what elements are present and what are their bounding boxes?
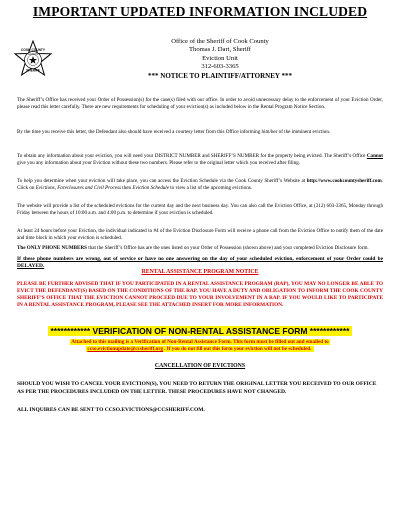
p3-text-a: To obtain any information about your eviction, you will need your DISTRICT NUMBER and SHERIFF’S NUMBER for the property being evicted. The Sheriff’s Office xyxy=(17,153,367,159)
sheriff-name: Thomas J. Dart, Sheriff xyxy=(189,46,251,54)
evictions-nav-path: Evictions, Foreclosures and Civil Process xyxy=(35,184,121,191)
verification-line1: Attached to this mailing is a Verification of Non-Rental Assistance Form. This form must be filled out and emailed to xyxy=(71,339,329,345)
verification-instructions xyxy=(0,339,400,354)
page-title: IMPORTANT UPDATED INFORMATION INCLUDED xyxy=(32,4,368,19)
cannot-emphasis: Cannot xyxy=(366,153,383,159)
verification-line2 xyxy=(86,346,313,352)
seal-bottom-text: SHERIFF xyxy=(26,68,40,73)
p4-text-d: to view a list of the upcoming evictions. xyxy=(168,184,253,191)
unit-name: Eviction Unit xyxy=(202,54,238,62)
p3-text-b: give you any information about your Eviction without these two numbers. Please refer to the original letter which you received after filing. xyxy=(17,159,301,166)
verification-heading: ************ VERIFICATION OF NON-RENTAL ASSISTANCE FORM ************ xyxy=(48,326,352,336)
verification-line2-text: . If you do not fill out this form your eviction will not be scheduled. xyxy=(164,346,312,353)
paragraph-phone-call: At least 24 hours before your Eviction, the individual indicated in #4 of the Eviction Disclosure Form will receive a phone call from the Eviction Office to notify them of the date and time block in which your eviction is scheduled. xyxy=(17,228,383,241)
sheriff-star-seal xyxy=(13,40,53,80)
p4-text-a: To help you determine when your eviction will take place, you can access the Eviction Schedule via the Cook County Sheriff’s Website at xyxy=(17,178,307,184)
p4-text-c: then xyxy=(121,184,133,191)
p4-text-b: . Click on xyxy=(17,178,383,191)
rental-notice-heading: RENTAL ASSISTANCE PROGRAM NOTICE xyxy=(141,269,259,275)
eviction-schedule-nav: Eviction Schedule xyxy=(132,184,169,191)
cancellation-body: SHOULD YOU WISH TO CANCEL YOUR EVICTION(S), YOU NEED TO RETURN THE ORIGINAL LETTER YOU RECEIVED TO OUR OFFICE AS PER THE PROCEDURES INCLUDED ON THE LETTER. THESE PROCEDURES HAVE NOT CHANGED. xyxy=(17,381,377,395)
only-phone-numbers-emphasis: The ONLY PHONE NUMBERS xyxy=(17,245,87,251)
paragraph-delay-warning: If these phone numbers are wrong, out of service or have no one answering on the day of your scheduled eviction, enforcement of your Order could be DELAYED. xyxy=(17,256,383,269)
office-phone: 312-603-3365 xyxy=(201,63,239,71)
inquiries-line: ALL INQUIRES CAN BE SENT TO CCSO.EVICTIONS@CCSHERIFF.COM. xyxy=(17,407,205,413)
office-header xyxy=(120,38,320,80)
paragraph-order-received: The Sheriff’s Office has received your Order of Possession(s) for the case(s) filed with our office. In order to avoid unnecessary delay to the enforcement of your Eviction Order, please read this letter carefully. There are new requirements for scheduling of your eviction(s) as included below in the Rental Program Notice Section. xyxy=(17,97,383,110)
verification-email-link[interactable]: ccso.evictionupdate@ccsheriff.org xyxy=(87,346,164,353)
paragraph-courtesy-letter: By the time you receive this letter, the Defendant also should have received a courtesy letter from this Office informing him/her of the imminent eviction. xyxy=(17,129,331,135)
cancellation-heading: CANCELLATION OF EVICTIONS xyxy=(154,363,246,369)
office-name: Office of the Sheriff of Cook County xyxy=(171,38,269,45)
paragraph-eviction-schedule xyxy=(17,178,383,192)
rental-notice-body: PLEASE BE FURTHER ADVISED THAT IF YOU PARTICIPATED IN A RENTAL ASSISTANCE PROGRAM (RAP), YOU MAY NO LONGER BE ABLE TO EVICT THE DEFENDANT(S) BASED ON THE CONDITIONS OF THE RAP. YOU HAVE A DUTY AND OBLIGATION TO INFORM THE COOK COUNTY SHERIFF’S OFFICE THAT THE EVICTION CANNOT PROCEED DUE TO YOUR INVOLVEMENT IN A RAP. IF YOU WOULD LIKE TO PARTICIPATE IN A RENTAL ASSISTANCE PROGRAM, PLEASE SEE THE ATTACHED INSERT FOR MORE INFORMATION. xyxy=(17,281,383,309)
paragraph-website-list: The website will provide a list of the scheduled evictions for the current day and the next business day. You can also call the Eviction Office, at (312) 603-3365, Monday through Friday between the hours of 10:00 a.m. and 4:00 p.m. to determine if your eviction is scheduled. xyxy=(17,203,383,216)
paragraph-district-number xyxy=(17,153,383,167)
seal-middle-text: ILLINOIS xyxy=(28,53,38,56)
sheriff-website-link[interactable]: http://www.cookcountysheriff.com xyxy=(306,178,382,184)
seal-top-text: COOK COUNTY xyxy=(21,48,45,52)
notice-heading: *** NOTICE TO PLAINTIFF/ATTORNEY *** xyxy=(148,71,292,80)
paragraph-phone-numbers xyxy=(17,245,383,252)
p7-text-b: that the Sheriff’s Office has are the ones listed on your Order of Possession (shown above) and your completed Eviction Disclosure form. xyxy=(86,245,369,251)
